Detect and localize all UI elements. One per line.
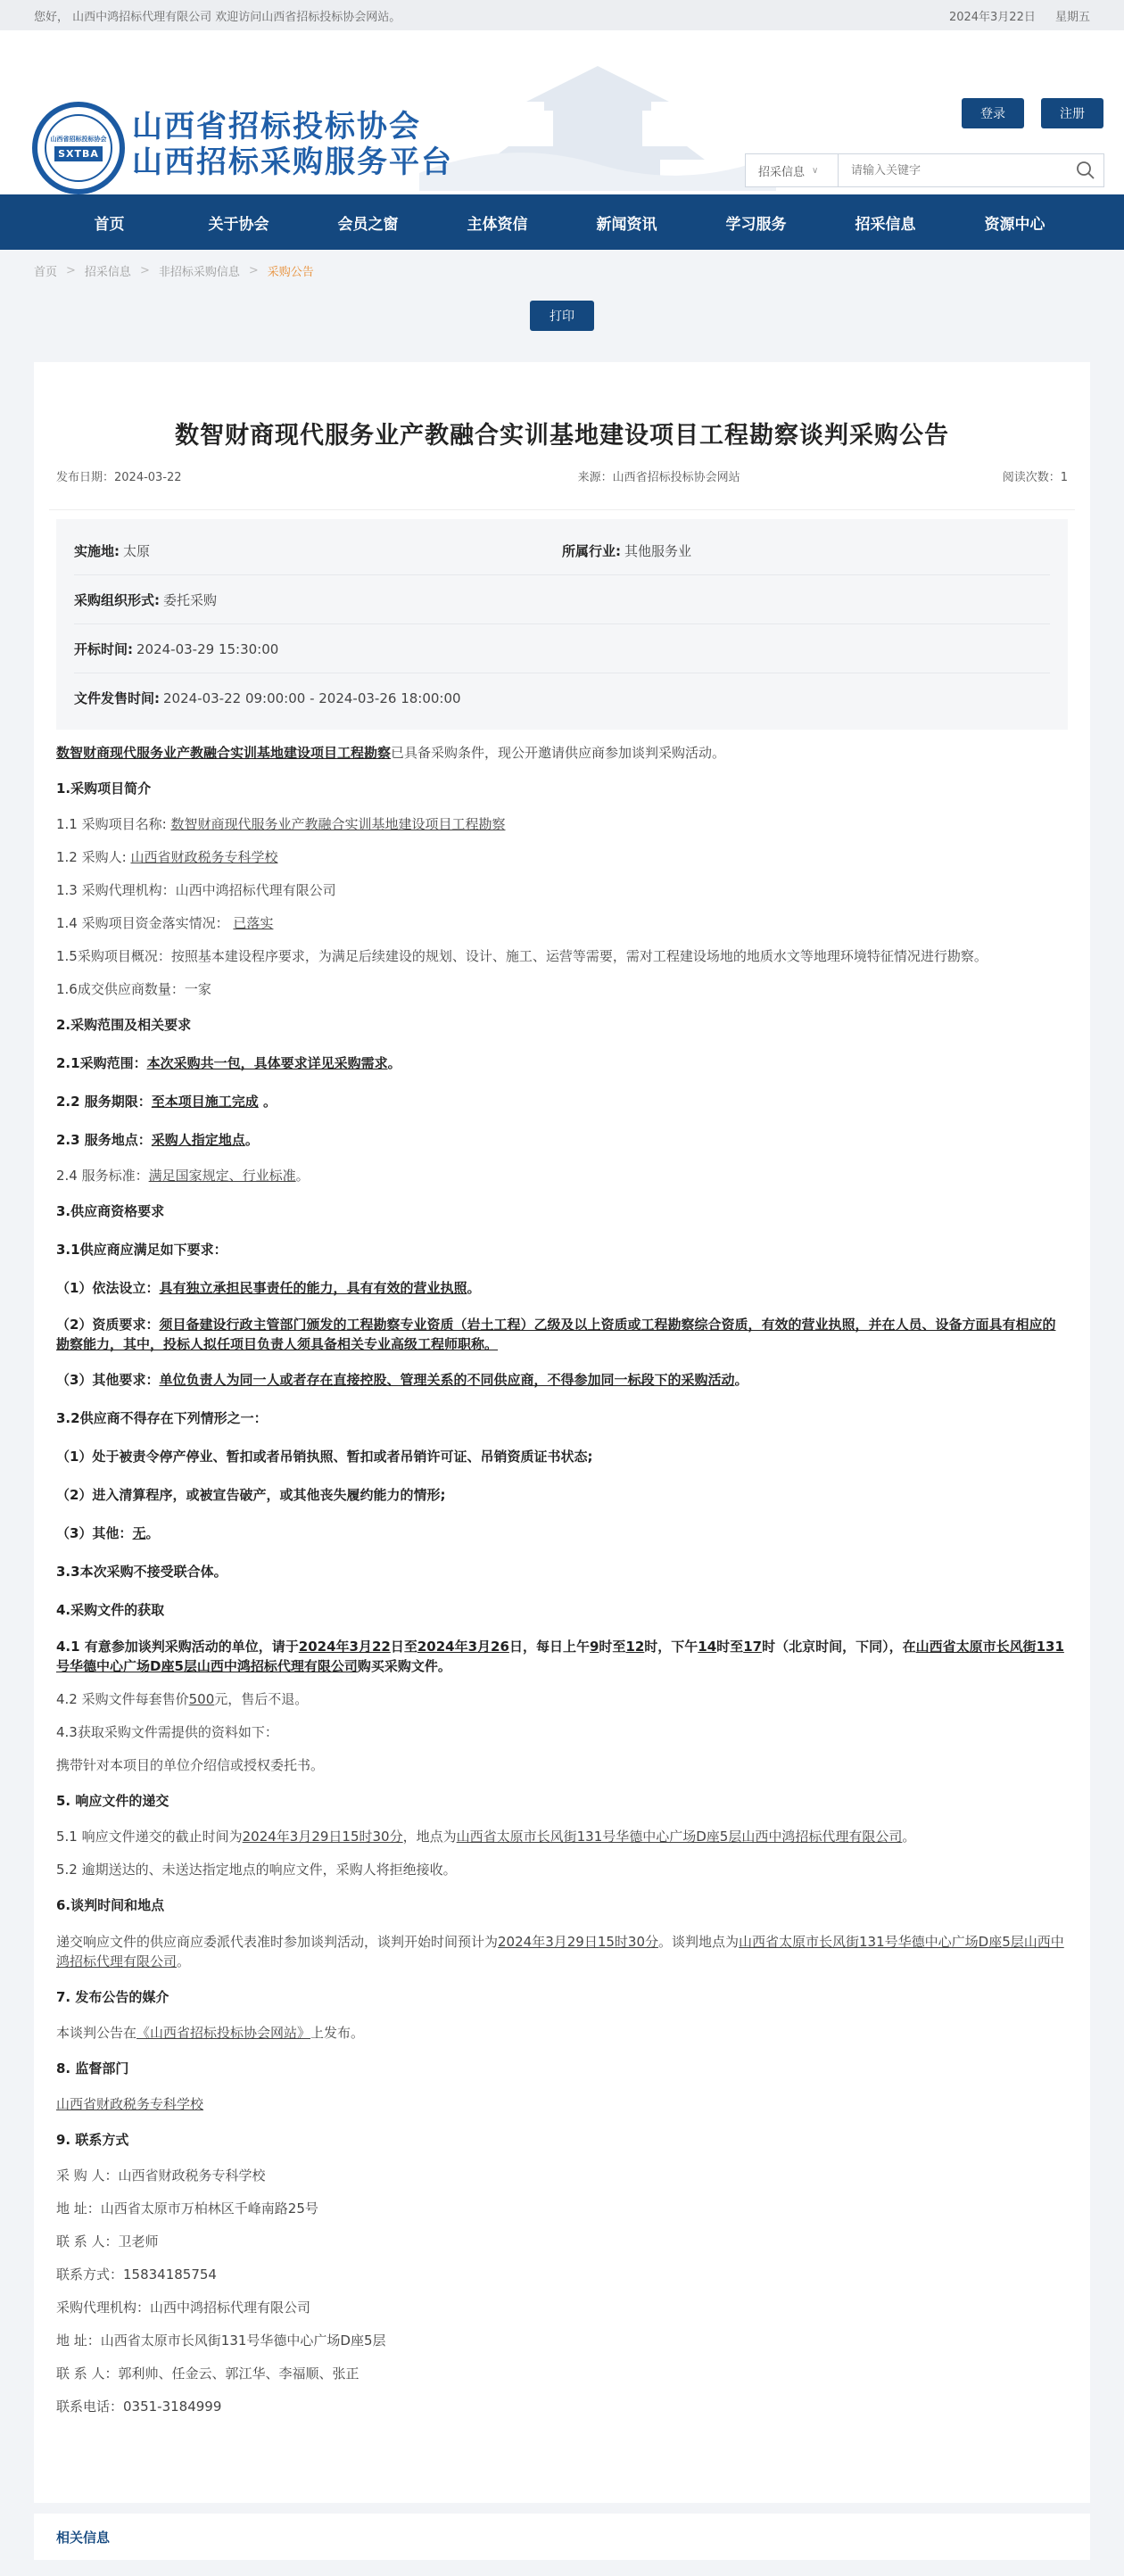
nav-item-members[interactable]: 会员之窗 [337,215,399,234]
text-run: 5.1 响应文件递交的截止时间为 [56,1829,243,1845]
line-value: 具有独立承担民事责任的能力，具有有效的营业执照 [159,1280,467,1296]
breadcrumb-procurement[interactable]: 招采信息 [84,265,131,279]
text-run: 。 [177,1953,191,1969]
line-value: 单位负责人为同一人或者存在直接控股、管理关系的不同供应商，不得参加同一标段下的采购活动 [159,1372,735,1388]
intro-paragraph [56,737,1068,770]
line-label: （2）资质要求： [56,1317,160,1333]
nav-item-resources[interactable]: 资源中心 [984,215,1045,234]
text-run: 2024年3月26 [417,1639,509,1655]
register-button[interactable]: 注册 [1041,98,1103,128]
info-row [74,575,1050,624]
site-title [132,109,453,180]
source-label: 来源： [577,471,613,484]
info-value: 太原 [123,542,151,559]
publish-date-value: 2024-03-22 [114,471,182,484]
text-run: 12 [625,1639,645,1655]
breadcrumb-separator-icon: > [139,263,150,277]
body-line: 1.3 采购代理机构：山西中鸿招标代理有限公司 [56,882,336,898]
intro-text: 已具备采购条件，现公开邀请供应商参加谈判采购活动。 [391,745,726,761]
body-line [56,907,1068,940]
body-line [56,1821,1068,1854]
article-body [56,737,1068,2423]
section-heading: 3.供应商资格要求 [56,1203,165,1219]
print-area [0,291,1124,341]
nav-item-about[interactable]: 关于协会 [208,215,269,234]
print-button[interactable]: 打印 [530,301,594,331]
text-run: 元，售后不退。 [214,1691,309,1707]
line-value: 至本项目施工完成 [151,1094,259,1110]
text-run: 2024年3月29日15时30分 [242,1829,403,1845]
line-value: 山西省财政税务专科学校 [130,849,278,865]
body-line [56,808,1068,841]
info-value: 2024-03-22 09:00:00 - 2024-03-26 18:00:00 [163,690,461,706]
section-heading: 9. 联系方式 [56,2132,129,2148]
info-doc-time [74,689,1050,707]
current-weekday: 星期五 [1054,10,1090,24]
body-line [56,841,1068,874]
body-line: 2.2 服务期限：至本项目施工完成 。 [56,1094,277,1110]
pavilion-illustration [419,39,776,191]
breadcrumb [0,250,1124,291]
text-run: 14 [698,1639,717,1655]
line-label: （1）依法设立： [56,1280,160,1296]
top-bar [0,0,1124,30]
text-run: 递交响应文件的供应商应委派代表准时参加谈判活动，谈判开始时间预计为 [56,1934,499,1950]
related-info-header[interactable]: 相关信息 [34,2514,1090,2560]
info-label: 实施地: [74,542,120,559]
line-value: 须目备建设行政主管部门颁发的工程勘察专业资质（岩土工程）乙级及以上资质或工程勘察综合资质，有效的营业执照，并在人员、设备方面具有相应的勘察能力，其中，投标人拟任项目负责人须具备相关专业高级工程师职称。 [56,1317,1056,1352]
search-button[interactable] [1068,154,1103,186]
body-line [56,1308,1068,1361]
line-value: 数智财商现代服务业产教融合实训基地建设项目工程勘察 [170,816,506,832]
search-category-select[interactable] [746,154,839,186]
text-run: 2024年3月22 [298,1639,391,1655]
supervisor-name: 山西省财政税务专科学校 [56,2096,204,2112]
body-line: （2）进入清算程序，或被宣告破产，或其他丧失履约能力的情形; [56,1487,446,1503]
info-location [74,541,562,560]
info-label: 文件发售时间: [74,690,160,706]
body-line: 携带针对本项目的单位介绍信或授权委托书。 [56,1757,325,1773]
subsection-heading: 3.3本次采购不接受联合体。 [56,1564,227,1580]
info-row [74,673,1050,722]
body-line: 5.2 逾期送达的、未送达指定地点的响应文件，采购人将拒绝接收。 [56,1862,457,1878]
views-value: 1 [1060,471,1068,484]
publish-date-label: 发布日期： [56,471,115,484]
body-line: 2.4 服务标准：满足国家规定、行业标准。 [56,1168,310,1184]
text-run: 。谈判地点为 [658,1934,740,1950]
contact-line: 联系方式：15834185754 [56,2266,217,2283]
section-heading: 8. 监督部门 [56,2060,129,2076]
section-heading: 1.采购项目简介 [56,780,152,797]
date-display [933,7,1090,24]
source-value: 山西省招标投标协会网站 [612,471,740,484]
body-line: （1）依法设立：具有独立承担民事责任的能力，具有有效的营业执照。 [56,1280,481,1296]
line-value: 满足国家规定、行业标准 [148,1168,296,1184]
article-title: 数智财商现代服务业产教融合实训基地建设项目工程勘察谈判采购公告 [175,422,949,450]
views-label: 阅读次数： [1002,471,1061,484]
project-info-box [56,519,1068,730]
text-run: 时，下午 [644,1639,698,1655]
info-open-time [74,640,1050,658]
line-label: （3）其他： [56,1525,133,1541]
breadcrumb-separator-icon: > [248,263,259,277]
contact-line: 采 购 人：山西省财政税务专科学校 [56,2167,266,2184]
line-label: 1.4 采购项目资金落实情况： [56,915,234,931]
info-value: 2024-03-29 15:30:00 [136,640,279,657]
logo-ring-text: 山西省招标投标协会 [50,136,107,143]
breadcrumb-current: 采购公告 [267,265,314,279]
contact-line: 采购代理机构：山西中鸿招标代理有限公司 [56,2299,311,2316]
search-icon [1076,161,1095,180]
logo-abbr: SXTBA [54,146,103,161]
line-label: 1.1 采购项目名称: [56,816,171,832]
search-category-value: 招采信息 [758,165,806,179]
section-heading: 4.采购文件的获取 [56,1602,165,1618]
text-run: 17 [743,1639,763,1655]
contact-line: 地 址：山西省太原市长风街131号华德中心广场D座5层 [56,2332,386,2349]
subsection-heading: 3.1供应商应满足如下要求： [56,1242,227,1258]
line-value: 已落实 [233,915,274,931]
nav-item-home[interactable]: 首页 [94,215,125,234]
nav-item-news[interactable]: 新闻资讯 [596,215,657,234]
site-header [0,30,1124,194]
greeting-text: 您好， 山西中鸿招标代理有限公司 欢迎访问山西省招标投标协会网站。 [34,10,401,24]
text-run: 2024年3月29日15时30分 [498,1934,658,1950]
section-heading: 7. 发布公告的媒介 [56,1989,169,2005]
line-label: 2.1采购范围： [56,1055,147,1071]
text-run: 。 [902,1829,916,1845]
text-run: 时至 [716,1639,744,1655]
body-line [56,1683,1068,1716]
info-value: 委托采购 [163,591,218,608]
text-run: 山西省太原市长风街131号华德中心广场D座5层山西中鸿招标代理有限公司 [456,1829,903,1845]
info-row [74,624,1050,673]
current-date: 2024年3月22日 [948,10,1036,24]
site-title-line2: 山西招标采购服务平台 [132,144,453,180]
body-line [56,1925,1068,1978]
website-link[interactable]: 《山西省招标投标协会网站》 [136,2025,311,2041]
text-run: 本谈判公告在 [56,2025,137,2041]
line-label: 2.3 服务地点： [56,1132,152,1148]
breadcrumb-non-tender[interactable]: 非招标采购信息 [158,265,240,279]
search-input[interactable] [839,154,1068,186]
chevron-down-icon: ∨ [812,165,819,176]
section-heading: 6.谈判时间和地点 [56,1897,165,1913]
section-heading: 2.采购范围及相关要求 [56,1017,192,1033]
article-source [578,467,740,509]
info-row [74,526,1050,575]
line-label: （3）其他要求： [56,1372,160,1388]
line-label: 1.2 采购人: [56,849,131,865]
body-line: 1.6成交供应商数量：一家 [56,981,211,997]
text-run: 4.2 采购文件每套售价 [56,1691,189,1707]
text-run: 日，每日上午 [508,1639,590,1655]
breadcrumb-home[interactable]: 首页 [34,265,58,279]
info-label: 所属行业: [562,542,621,559]
search-bar [745,153,1104,187]
info-label: 开标时间: [74,640,133,657]
article-meta [49,466,1075,510]
contact-line: 联系电话：0351-3184999 [56,2398,222,2415]
article-card [34,362,1090,2503]
view-count [1003,467,1068,509]
info-value: 其他服务业 [624,542,692,559]
body-line: 1.5采购项目概况：按照基本建设程序要求，为满足后续建设的规划、设计、施工、运营等需要，需对工程建设场地的地质水文等地理环境特征情况进行勘察。 [56,948,988,964]
body-line: 4.3获取采购文件需提供的资料如下： [56,1724,278,1740]
line-label: 2.2 服务期限： [56,1094,152,1110]
body-line: 2.3 服务地点：采购人指定地点。 [56,1132,259,1148]
text-run: 9 [589,1639,599,1655]
section-heading: 5. 响应文件的递交 [56,1793,169,1809]
association-logo[interactable] [32,102,125,194]
nav-item-learning[interactable]: 学习服务 [725,215,787,234]
line-value: 采购人指定地点 [151,1132,245,1148]
site-title-line1: 山西省招标投标协会 [132,109,421,144]
contact-line: 联 系 人：卫老师 [56,2233,159,2250]
contact-line: 地 址：山西省太原市万柏林区千峰南路25号 [56,2200,318,2217]
text-run: 上发布。 [310,2025,365,2041]
text-run: 山西省太原市长风街131号华德中心广场D座5层山西中鸿招标代理有限公司 [56,1934,1064,1969]
line-value: 本次采购共一包，具体要求详见采购需求 [146,1055,388,1071]
text-run: 日至 [390,1639,417,1655]
text-run: 4.1 有意参加谈判采购活动的单位，请于 [56,1639,299,1655]
body-line [56,1630,1068,1683]
body-line: 2.1采购范围：本次采购共一包，具体要求详见采购需求。 [56,1055,401,1071]
text-run: 时（北京时间，下同），在 [762,1639,916,1655]
body-line [56,2088,1068,2121]
nav-item-procurement[interactable]: 招采信息 [855,215,916,234]
text-run: 500 [188,1691,215,1707]
breadcrumb-separator-icon: > [66,263,76,277]
main-nav [0,194,1124,250]
line-label: 2.4 服务标准： [56,1168,149,1184]
body-line: （3）其他要求：单位负责人为同一人或者存在直接控股、管理关系的不同供应商，不得参加同一标段下的采购活动。 [56,1372,748,1388]
line-value: 无 [132,1525,146,1541]
body-line: （3）其他：无。 [56,1525,160,1541]
body-line [56,2017,1068,2050]
text-run: ，地点为 [402,1829,457,1845]
text-run: 购买采购文件。 [357,1658,451,1674]
contact-line: 联 系 人：郭利帅、任金云、郭江华、李福顺、张正 [56,2365,360,2382]
publish-date [56,467,182,509]
intro-project-name: 数智财商现代服务业产教融合实训基地建设项目工程勘察 [56,745,392,761]
info-org-form [74,590,1050,609]
text-run: 时至 [599,1639,626,1655]
info-industry [562,541,1050,560]
subsection-heading: 3.2供应商不得存在下列情形之一： [56,1410,268,1426]
nav-item-credit[interactable]: 主体资信 [467,215,528,234]
info-label: 采购组织形式: [74,591,160,608]
text-run: 山西省太原市长风街131号华德中心广场D座5层山西中鸿招标代理有限公司 [56,1639,1064,1674]
login-button[interactable]: 登录 [962,98,1024,128]
body-line: （1）处于被责令停产停业、暂扣或者吊销执照、暂扣或者吊销许可证、吊销资质证书状态; [56,1449,593,1465]
